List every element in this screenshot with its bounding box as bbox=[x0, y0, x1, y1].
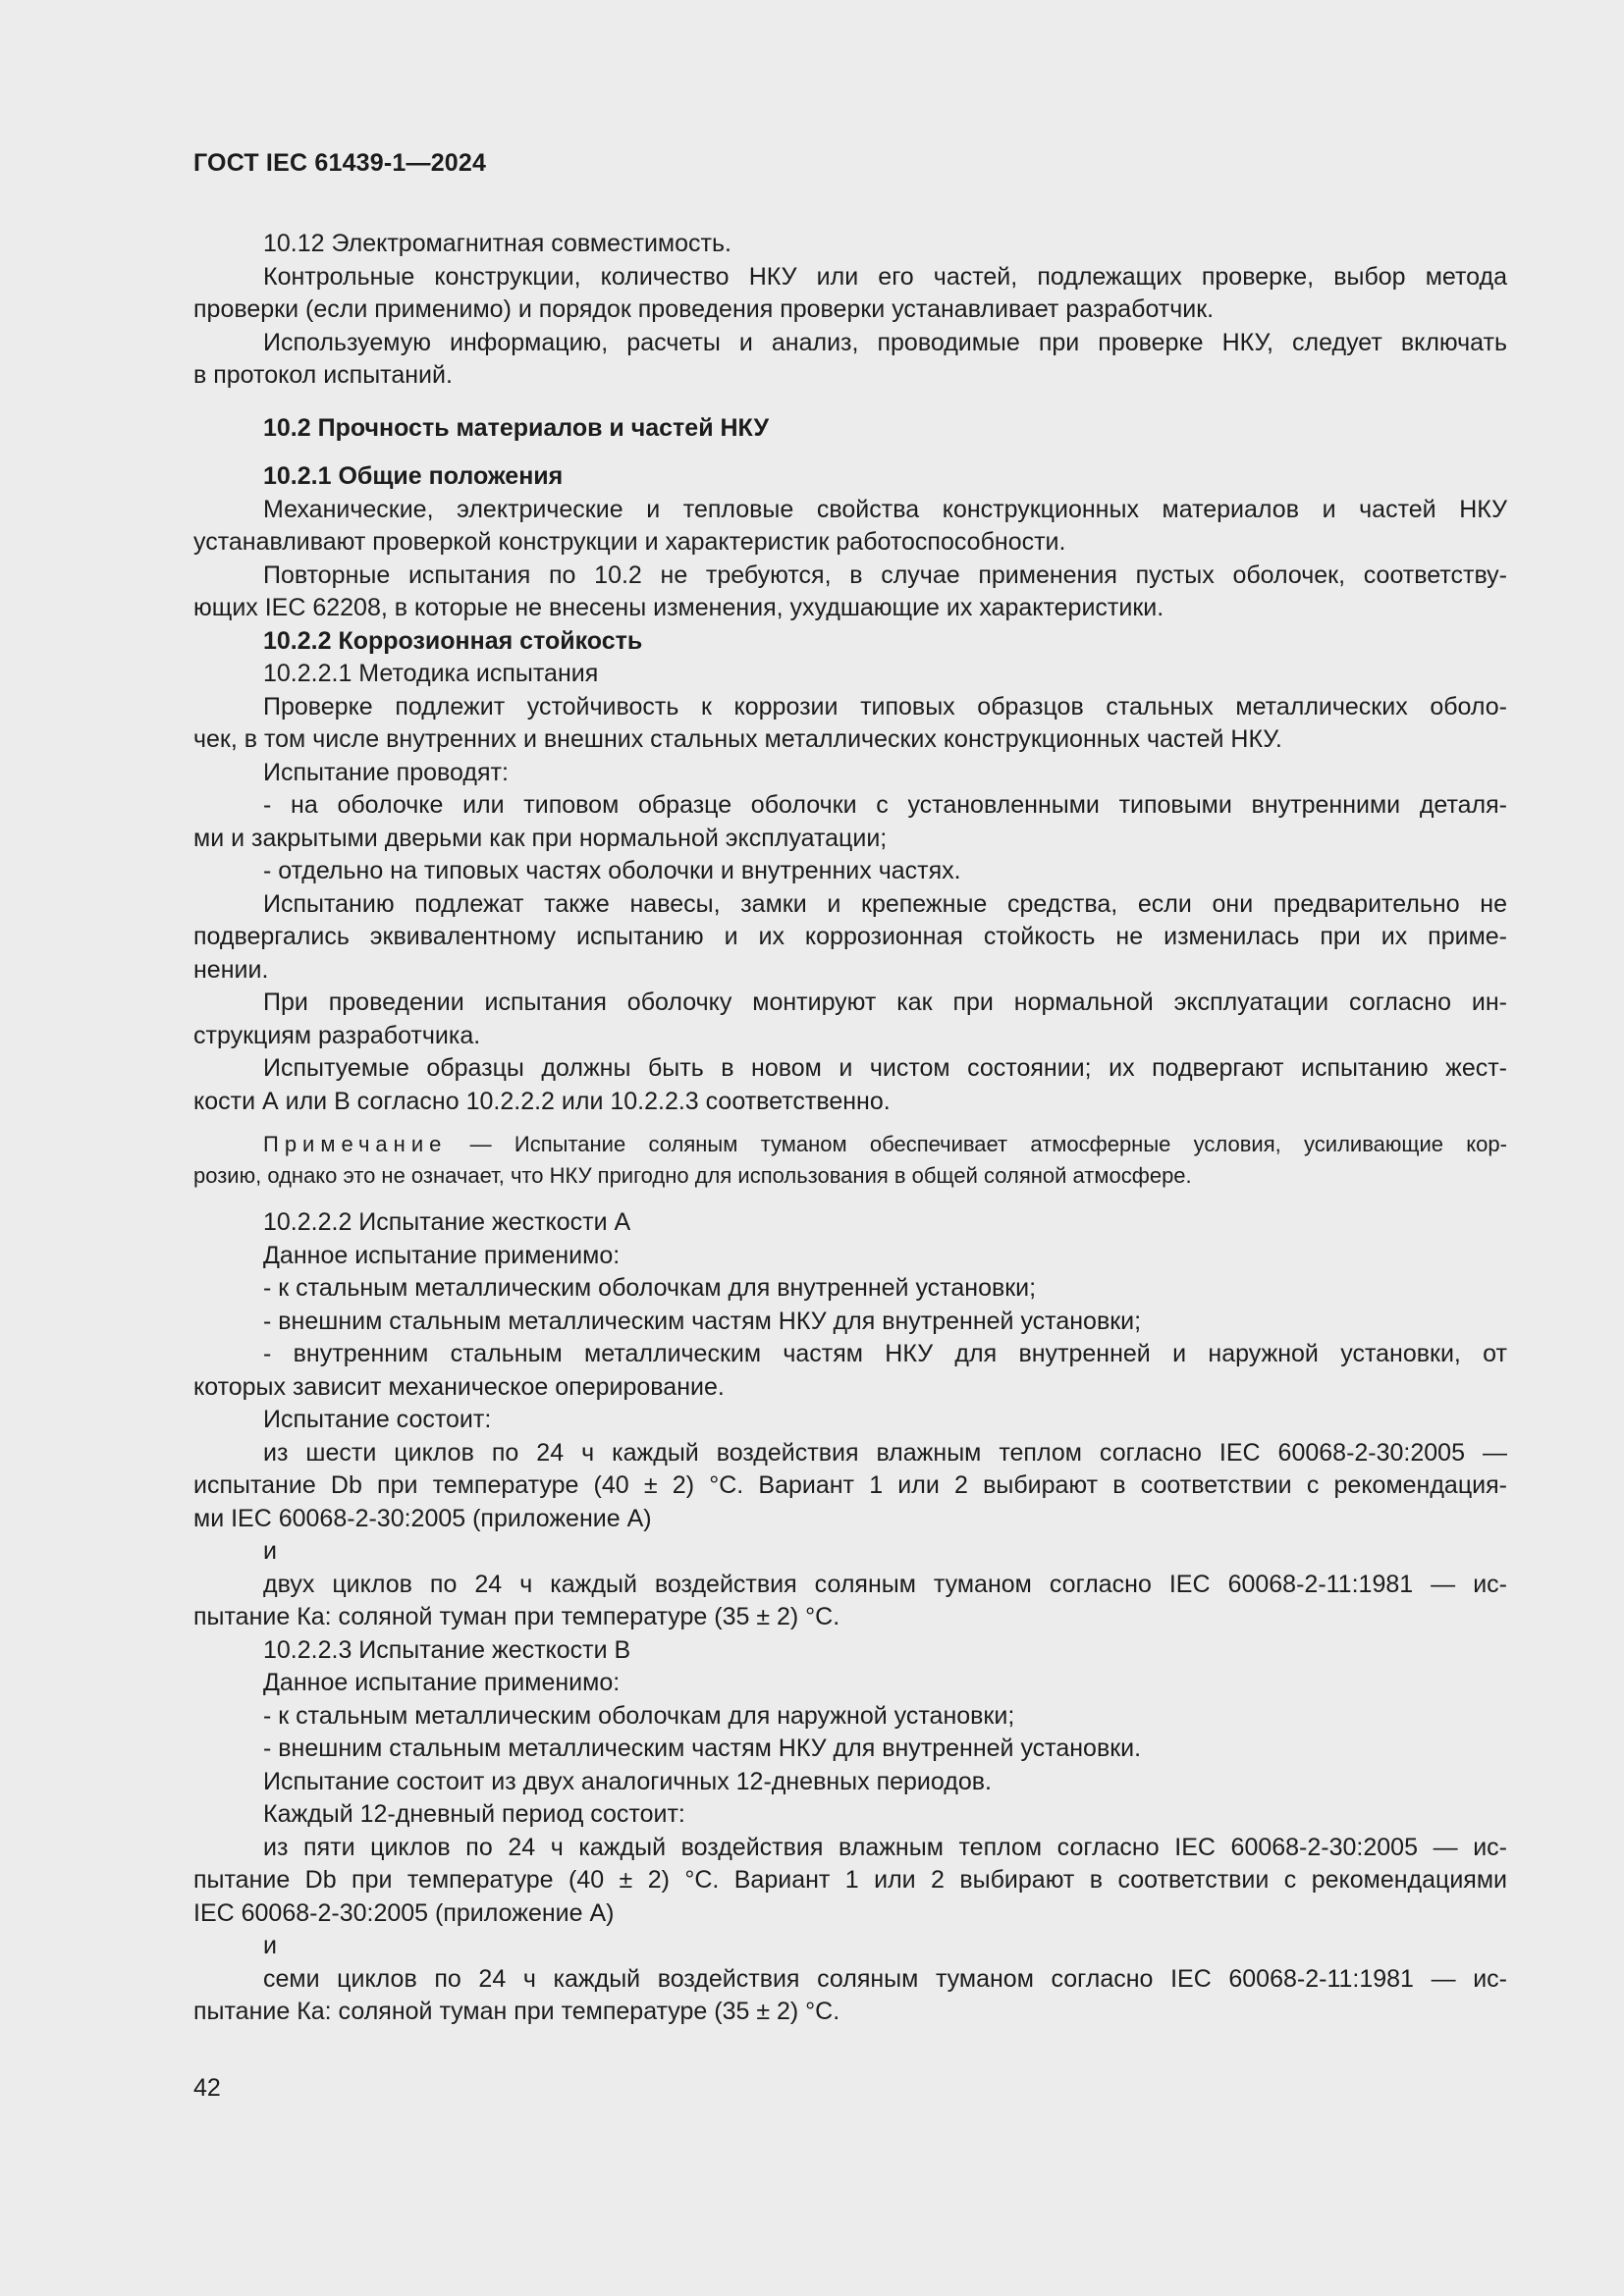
line: 10.12 Электромагнитная совместимость. bbox=[263, 230, 731, 257]
line: Испытуемые образцы должны быть в новом и чистом состоянии; их подвергают испытанию жест- bbox=[263, 1054, 1507, 1082]
note bbox=[193, 1129, 1507, 1192]
page-number: 42 bbox=[193, 2074, 221, 2102]
line: Испытание состоит: bbox=[263, 1406, 492, 1433]
line: пытание Ка: соляной туман при температуре (35 ± 2) °C. bbox=[193, 1998, 840, 2025]
line: Повторные испытания по 10.2 не требуются, в случае применения пустых оболочек, соответству- bbox=[263, 561, 1507, 589]
line: ми IEC 60068-2-30:2005 (приложение А) bbox=[193, 1504, 652, 1532]
line: испытание Db при температуре (40 ± 2) °C. Вариант 1 или 2 выбирают в соответствии с рекомендация- bbox=[193, 1471, 1507, 1499]
line: которых зависит механическое оперирование. bbox=[193, 1372, 725, 1401]
subheading-10-2-2-1: 10.2.2.1 Методика испытания bbox=[263, 660, 599, 687]
line: Испытанию подлежат также навесы, замки и крепежные средства, если они предварительно не bbox=[263, 889, 1507, 918]
section-heading-10-2 bbox=[193, 412, 1507, 446]
list-item: - внешним стальным металлическим частям НКУ для внутренней установки. bbox=[263, 1735, 1142, 1762]
line: ющих IEC 62208, в которые не внесены изменения, ухудшающие их характеристики. bbox=[193, 594, 1164, 621]
line: При проведении испытания оболочку монтируют как при нормальной эксплуатации согласно ин- bbox=[263, 988, 1507, 1016]
line: Каждый 12-дневный период состоит: bbox=[263, 1800, 685, 1828]
section-10-2-1-body bbox=[193, 460, 1507, 1118]
line: пытание Db при температуре (40 ± 2) °C. Вариант 1 или 2 выбирают в соответствии с рекомендациями bbox=[193, 1866, 1507, 1894]
paragraph-10-12 bbox=[193, 228, 1507, 393]
note-line: розию, однако это не означает, что НКУ пригодно для использования в общей соляной атмосфере. bbox=[193, 1163, 1192, 1188]
line: Данное испытание применимо: bbox=[263, 1241, 621, 1269]
line: Данное испытание применимо: bbox=[263, 1669, 621, 1696]
list-item: - внешним стальным металлическим частям НКУ для внутренней установки; bbox=[263, 1307, 1142, 1335]
list-item: - на оболочке или типовом образце оболочки с установленными типовыми внутренними деталя- bbox=[263, 791, 1507, 819]
section-10-2-2-2-body bbox=[193, 1206, 1507, 2029]
line: ми и закрытыми дверьми как при нормальной эксплуатации; bbox=[193, 824, 888, 852]
list-item: - к стальным металлическим оболочкам для наружной установки; bbox=[263, 1701, 1015, 1730]
line: струкциям разработчика. bbox=[193, 1021, 481, 1049]
subheading-10-2-2-2: 10.2.2.2 Испытание жесткости А bbox=[263, 1208, 631, 1236]
line: в протокол испытаний. bbox=[193, 361, 453, 389]
line: Испытание состоит из двух аналогичных 12-дневных периодов. bbox=[263, 1767, 992, 1795]
subheading-10-2-1: 10.2.1 Общие положения bbox=[263, 462, 564, 490]
document-header: ГОСТ IEC 61439-1—2024 bbox=[193, 149, 487, 177]
line: чек, в том числе внутренних и внешних стальных металлических конструкционных частей НКУ. bbox=[193, 725, 1282, 753]
line: семи циклов по 24 ч каждый воздействия соляным туманом согласно IEC 60068-2-11:1981 — ис- bbox=[263, 1964, 1507, 1993]
subheading-10-2-2-3: 10.2.2.3 Испытание жесткости В bbox=[263, 1635, 631, 1664]
line: из шести циклов по 24 ч каждый воздействия влажным теплом согласно IEC 60068-2-30:2005 — bbox=[263, 1438, 1507, 1467]
line: подвергались эквивалентному испытанию и их коррозионная стойкость не изменилась при их приме- bbox=[193, 923, 1507, 950]
subheading-10-2-2: 10.2.2 Коррозионная стойкость bbox=[263, 626, 643, 655]
line: пытание Ка: соляной туман при температуре (35 ± 2) °C. bbox=[193, 1603, 840, 1630]
list-item: - внутренним стальным металлическим частям НКУ для внутренней и наружной установки, от bbox=[263, 1340, 1507, 1367]
note-label: Примечание bbox=[263, 1132, 448, 1156]
line: устанавливают проверкой конструкции и характеристик работоспособности. bbox=[193, 528, 1066, 556]
line: кости А или В согласно 10.2.2.2 или 10.2.2.3 соответственно. bbox=[193, 1087, 891, 1115]
list-item: - отдельно на типовых частях оболочки и внутренних частях. bbox=[263, 857, 961, 884]
line: нении. bbox=[193, 955, 269, 984]
line: из пяти циклов по 24 ч каждый воздействия влажным теплом согласно IEC 60068-2-30:2005 — ис- bbox=[263, 1833, 1507, 1861]
line: Проверке подлежит устойчивость к коррозии типовых образцов стальных металлических оболо- bbox=[263, 692, 1507, 721]
line: и bbox=[263, 1932, 277, 1959]
line: Используемую информацию, расчеты и анализ, проводимые при проверке НКУ, следует включать bbox=[263, 328, 1507, 356]
line: Контрольные конструкции, количество НКУ или его частей, подлежащих проверке, выбор метода bbox=[263, 262, 1507, 291]
note-text: — Испытание соляным туманом обеспечивает атмосферные условия, усиливающие кор- bbox=[469, 1132, 1507, 1156]
heading-text: 10.2 Прочность материалов и частей НКУ bbox=[263, 414, 769, 442]
line: проверки (если применимо) и порядок проведения проверки устанавливает разработчик. bbox=[193, 295, 1215, 323]
line: Механические, электрические и тепловые свойства конструкционных материалов и частей НКУ bbox=[263, 495, 1507, 523]
line: двух циклов по 24 ч каждый воздействия соляным туманом согласно IEC 60068-2-11:1981 — ис- bbox=[263, 1570, 1507, 1598]
line: и bbox=[263, 1537, 277, 1565]
note-line bbox=[193, 1129, 1507, 1160]
list-item: - к стальным металлическим оболочкам для внутренней установки; bbox=[263, 1274, 1037, 1302]
line: IEC 60068-2-30:2005 (приложение А) bbox=[193, 1898, 615, 1927]
line: Испытание проводят: bbox=[263, 758, 509, 786]
